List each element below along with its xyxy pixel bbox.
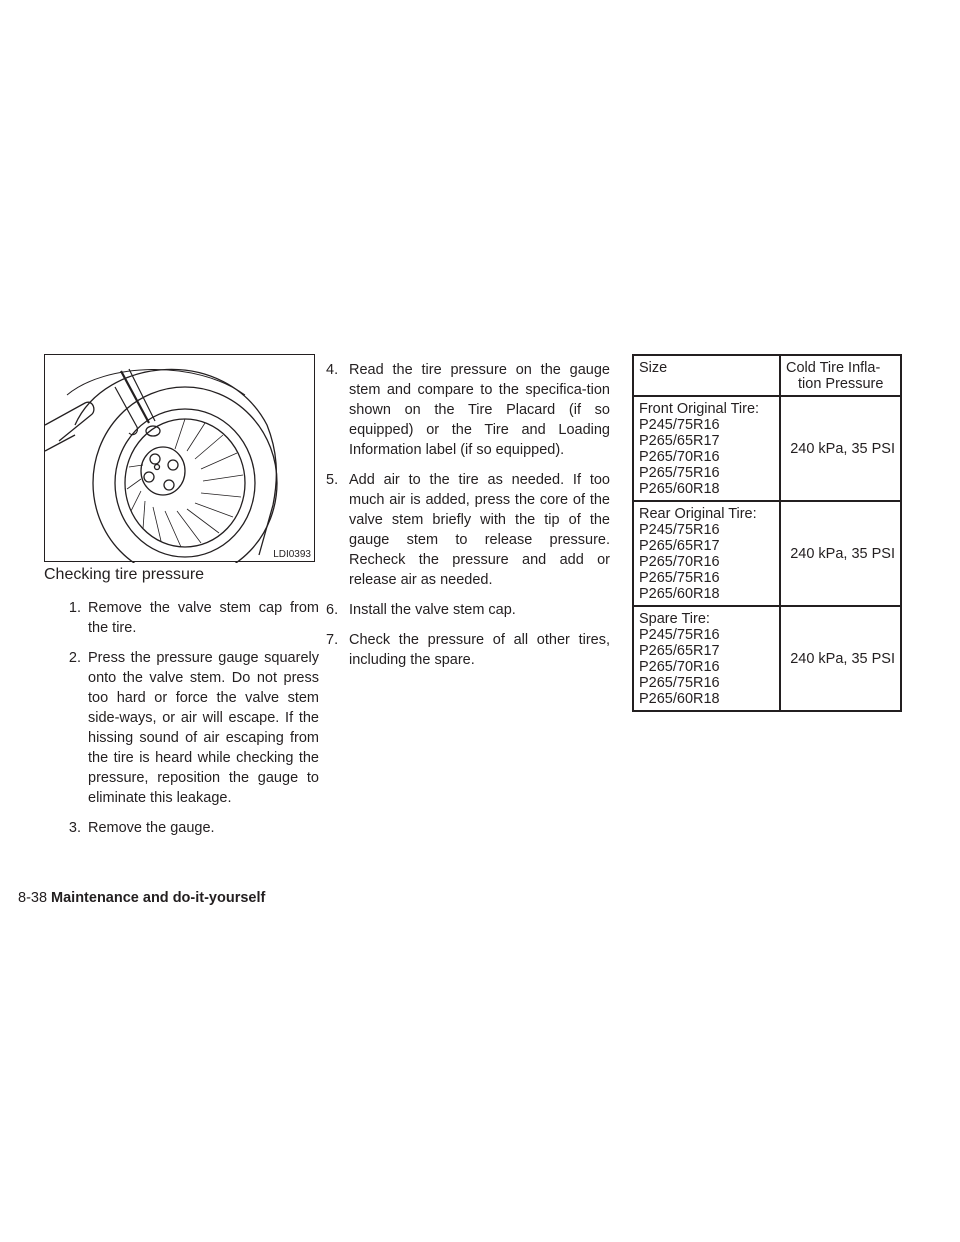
step-text: Remove the valve stem cap from the tire. xyxy=(88,600,319,636)
tire-size: P265/70R16 xyxy=(639,659,720,675)
tire-size: P265/60R18 xyxy=(639,691,720,707)
table-row xyxy=(633,606,901,711)
table-header-row xyxy=(633,355,901,396)
tire-size: P265/65R17 xyxy=(639,433,720,449)
row-sizes xyxy=(633,396,780,501)
step-item xyxy=(326,630,610,670)
step-text: Read the tire pressure on the gauge stem and compare to the specifica-tion shown on the Tire Placard (if so equipped) or the Tire and Loading Information label (if so equipped). xyxy=(349,362,610,458)
step-number: 5. xyxy=(326,472,339,488)
step-text: Add air to the tire as needed. If too much air is added, press the core of the valve stem briefly with the tip of the gauge stem to release pressure. Recheck the pressure and add or release air as needed. xyxy=(349,472,610,588)
page-number: 8-38 xyxy=(18,890,48,906)
tire-size: P265/75R16 xyxy=(639,465,720,481)
row-sizes xyxy=(633,606,780,711)
tire-size: P245/75R16 xyxy=(639,522,720,538)
step-text: Install the valve stem cap. xyxy=(349,602,516,618)
step-item xyxy=(44,598,319,638)
table-row xyxy=(633,501,901,606)
step-number: 2. xyxy=(68,650,81,666)
tire-gauge-illustration xyxy=(45,355,316,563)
step-item xyxy=(44,818,319,838)
step-text: Remove the gauge. xyxy=(88,820,215,836)
row-pressure: 240 kPa, 35 PSI xyxy=(780,396,901,501)
tire-size: P245/75R16 xyxy=(639,417,720,433)
step-number: 1. xyxy=(68,600,81,616)
tire-size: P265/60R18 xyxy=(639,586,720,602)
header-size: Size xyxy=(633,355,780,396)
tire-size: P265/65R17 xyxy=(639,643,720,659)
step-text: Check the pressure of all other tires, including the spare. xyxy=(349,632,610,668)
steps-column-2 xyxy=(326,360,610,680)
tire-size: P245/75R16 xyxy=(639,627,720,643)
tire-pressure-table xyxy=(632,354,902,712)
tire-size: P265/60R18 xyxy=(639,481,720,497)
chapter-title: Maintenance and do-it-yourself xyxy=(51,890,266,906)
step-number: 7. xyxy=(326,632,339,648)
row-pressure: 240 kPa, 35 PSI xyxy=(780,501,901,606)
table-row xyxy=(633,396,901,501)
header-pressure: Cold Tire Infla-tion Pressure xyxy=(780,355,901,396)
tire-size: P265/75R16 xyxy=(639,570,720,586)
step-text: Press the pressure gauge squarely onto the valve stem. Do not press too hard or force the valve stem side-ways, or air will escape. If the hissing sound of air escaping from the tire is heard while checking the pressure, reposition the gauge to eliminate this leakage. xyxy=(88,650,319,806)
step-number: 6. xyxy=(326,602,339,618)
row-pressure: 240 kPa, 35 PSI xyxy=(780,606,901,711)
row-label: Spare Tire: xyxy=(639,611,710,627)
step-number: 4. xyxy=(326,362,339,378)
tire-size: P265/65R17 xyxy=(639,538,720,554)
step-item xyxy=(326,600,610,620)
row-sizes xyxy=(633,501,780,606)
tire-size: P265/75R16 xyxy=(639,675,720,691)
step-item xyxy=(326,470,610,590)
page-footer xyxy=(18,890,265,906)
row-label: Front Original Tire: xyxy=(639,401,760,417)
tire-size: P265/70R16 xyxy=(639,449,720,465)
tire-size: P265/70R16 xyxy=(639,554,720,570)
section-title: Checking tire pressure xyxy=(44,566,205,583)
steps-column-1 xyxy=(44,598,319,848)
step-item xyxy=(44,648,319,808)
step-item xyxy=(326,360,610,460)
figure-code: LDI0393 xyxy=(273,549,311,560)
row-label: Rear Original Tire: xyxy=(639,506,757,522)
step-number: 3. xyxy=(68,820,81,836)
tire-pressure-figure xyxy=(44,354,315,562)
